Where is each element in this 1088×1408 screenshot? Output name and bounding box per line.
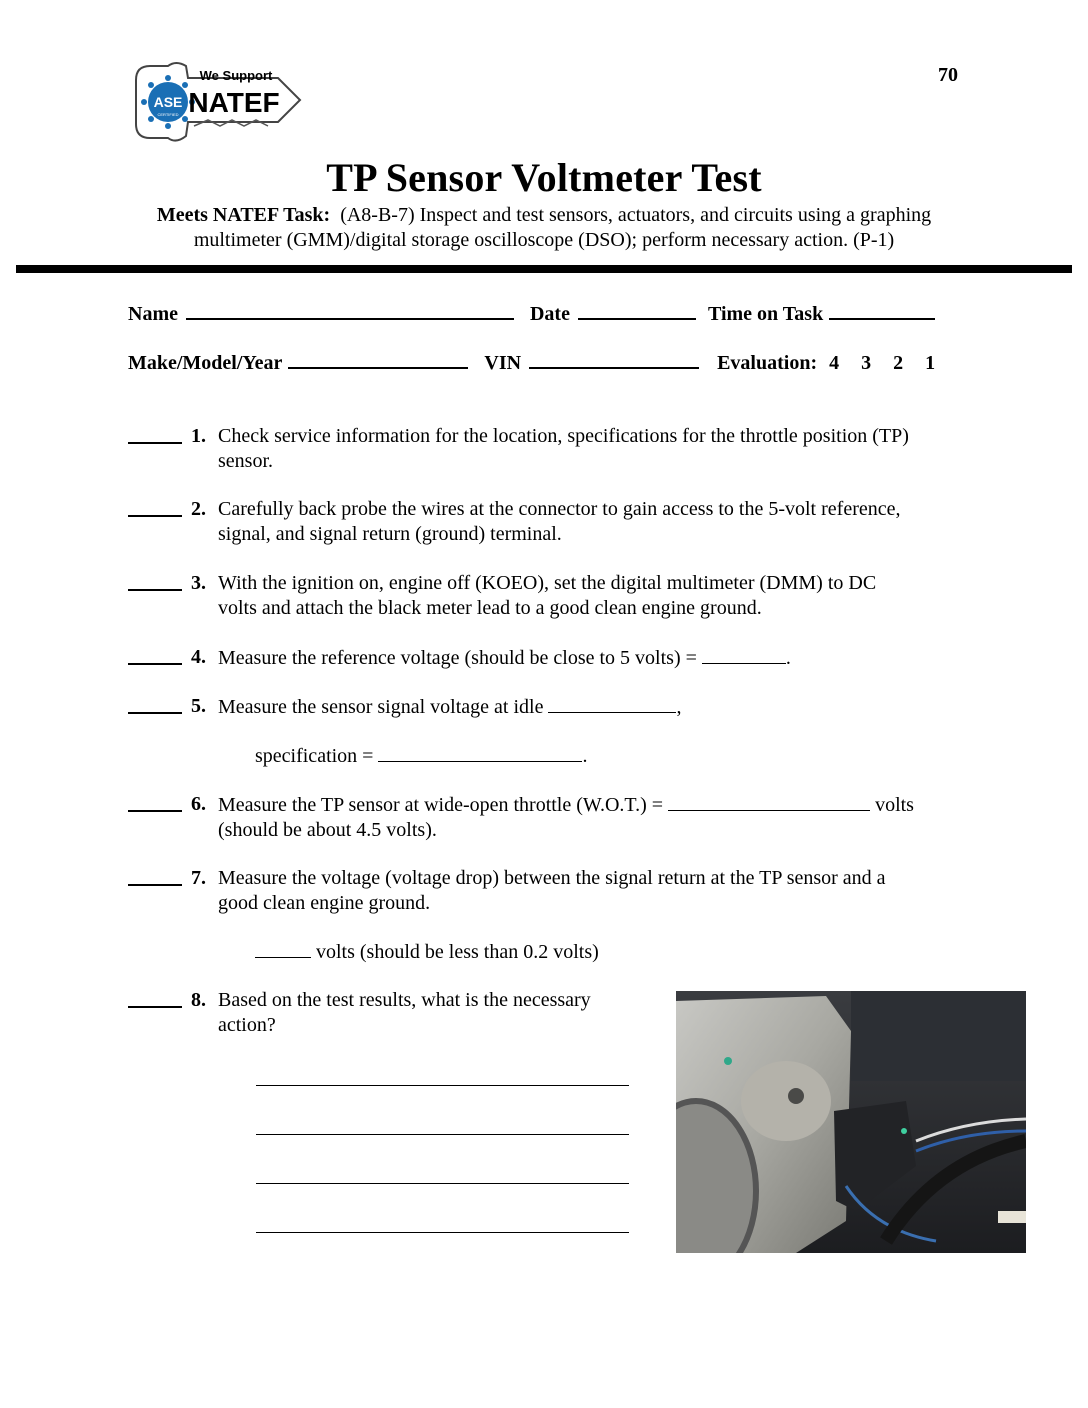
item-text-line-1: With the ignition on, engine off (KOEO), set the digital multimeter (DMM) to DC xyxy=(218,572,877,594)
key-logo-icon xyxy=(128,60,306,146)
throttle-body-image xyxy=(676,991,1026,1253)
item-text-line-1: Based on the test results, what is the necessary xyxy=(218,989,591,1011)
item-text-line-2: action? xyxy=(218,1014,276,1036)
item-text-line-1: Check service information for the location, specifications for the throttle position (TP) xyxy=(218,425,909,447)
item-text-line-2: good clean engine ground. xyxy=(218,892,431,914)
natef-task-description xyxy=(110,203,978,253)
student-info-row xyxy=(128,300,935,326)
item-number: 6. xyxy=(191,793,206,815)
date-label: Date xyxy=(529,303,570,325)
item-text-end: . xyxy=(785,647,791,669)
item-number: 5. xyxy=(191,695,206,717)
item-text-line-2: sensor. xyxy=(218,450,273,472)
item-number: 8. xyxy=(191,989,206,1011)
vehicle-info-row xyxy=(128,349,935,375)
reference-voltage-field[interactable] xyxy=(702,645,786,664)
item-number: 7. xyxy=(191,867,206,889)
item-1-checkbox-blank[interactable] xyxy=(128,424,182,444)
vin-label: VIN xyxy=(484,352,522,374)
evaluation-option-2[interactable]: 2 xyxy=(893,352,904,374)
svg-text:CERTIFIED: CERTIFIED xyxy=(157,112,179,117)
section-divider xyxy=(16,265,1072,273)
item-3-checkbox-blank[interactable] xyxy=(128,571,182,591)
specification-field[interactable] xyxy=(378,743,582,762)
item-text: Measure the sensor signal voltage at idle xyxy=(218,696,549,718)
item-6-checkbox-blank[interactable] xyxy=(128,792,182,812)
specification-line xyxy=(255,743,587,769)
item-5-checkbox-blank[interactable] xyxy=(128,694,182,714)
vin-field[interactable] xyxy=(529,349,699,369)
page-number: 70 xyxy=(938,64,958,86)
evaluation-option-1[interactable]: 1 xyxy=(925,352,936,374)
task-line-1: (A8-B-7) Inspect and test sensors, actuators, and circuits using a graphing xyxy=(340,204,932,226)
name-label: Name xyxy=(128,303,178,325)
answer-line-4[interactable] xyxy=(256,1232,629,1233)
item-text: Measure the reference voltage (should be close to 5 volts) = xyxy=(218,647,702,669)
evaluation-option-3[interactable]: 3 xyxy=(861,352,872,374)
item-2-checkbox-blank[interactable] xyxy=(128,497,182,517)
item-text-line-2: signal, and signal return (ground) terminal. xyxy=(218,523,562,545)
item-number: 2. xyxy=(191,498,206,520)
name-field[interactable] xyxy=(186,300,514,320)
item-text-end: , xyxy=(676,696,682,718)
wot-voltage-field[interactable] xyxy=(668,792,870,811)
natef-logo xyxy=(128,60,306,146)
item-7-checkbox-blank[interactable] xyxy=(128,866,182,886)
task-label: Meets NATEF Task: xyxy=(156,204,331,226)
answer-line-3[interactable] xyxy=(256,1183,629,1184)
specification-end: . xyxy=(582,745,588,767)
item-number: 4. xyxy=(191,646,206,668)
time-on-task-label: Time on Task xyxy=(707,303,824,325)
time-on-task-field[interactable] xyxy=(829,300,935,320)
idle-signal-voltage-field[interactable] xyxy=(548,694,676,713)
answer-line-1[interactable] xyxy=(256,1085,629,1086)
item-8-checkbox-blank[interactable] xyxy=(128,988,182,1008)
specification-label: specification = xyxy=(255,745,379,767)
item-4-checkbox-blank[interactable] xyxy=(128,645,182,665)
make-model-year-field[interactable] xyxy=(288,349,468,369)
evaluation-option-4[interactable]: 4 xyxy=(829,352,840,374)
answer-line-2[interactable] xyxy=(256,1134,629,1135)
item-text-end: volts xyxy=(870,794,914,816)
item-text-line-2: (should be about 4.5 volts). xyxy=(218,819,437,841)
svg-text:NATEF: NATEF xyxy=(188,87,280,118)
voltage-drop-text: volts (should be less than 0.2 volts) xyxy=(311,941,599,963)
task-line-2: multimeter (GMM)/digital storage oscilloscope (DSO); perform necessary action. (P-1) xyxy=(193,229,895,251)
item-text-line-1: Measure the voltage (voltage drop) between the signal return at the TP sensor and a xyxy=(218,867,886,889)
item-text: Measure the TP sensor at wide-open throttle (W.O.T.) = xyxy=(218,794,669,816)
date-field[interactable] xyxy=(578,300,696,320)
item-number: 3. xyxy=(191,572,206,594)
item-text-line-2: volts and attach the black meter lead to a good clean engine ground. xyxy=(218,597,762,619)
item-number: 1. xyxy=(191,425,206,447)
voltage-drop-line xyxy=(255,939,599,965)
make-model-year-label: Make/Model/Year xyxy=(128,352,283,374)
page-title: TP Sensor Voltmeter Test xyxy=(326,155,762,200)
evaluation-label: Evaluation: xyxy=(717,352,818,374)
svg-text:ASE: ASE xyxy=(153,94,183,110)
svg-text:We Support: We Support xyxy=(199,68,273,83)
voltage-drop-field[interactable] xyxy=(255,939,311,958)
item-text-line-1: Carefully back probe the wires at the connector to gain access to the 5-volt reference, xyxy=(218,498,901,520)
tp-sensor-photo xyxy=(676,991,1026,1253)
